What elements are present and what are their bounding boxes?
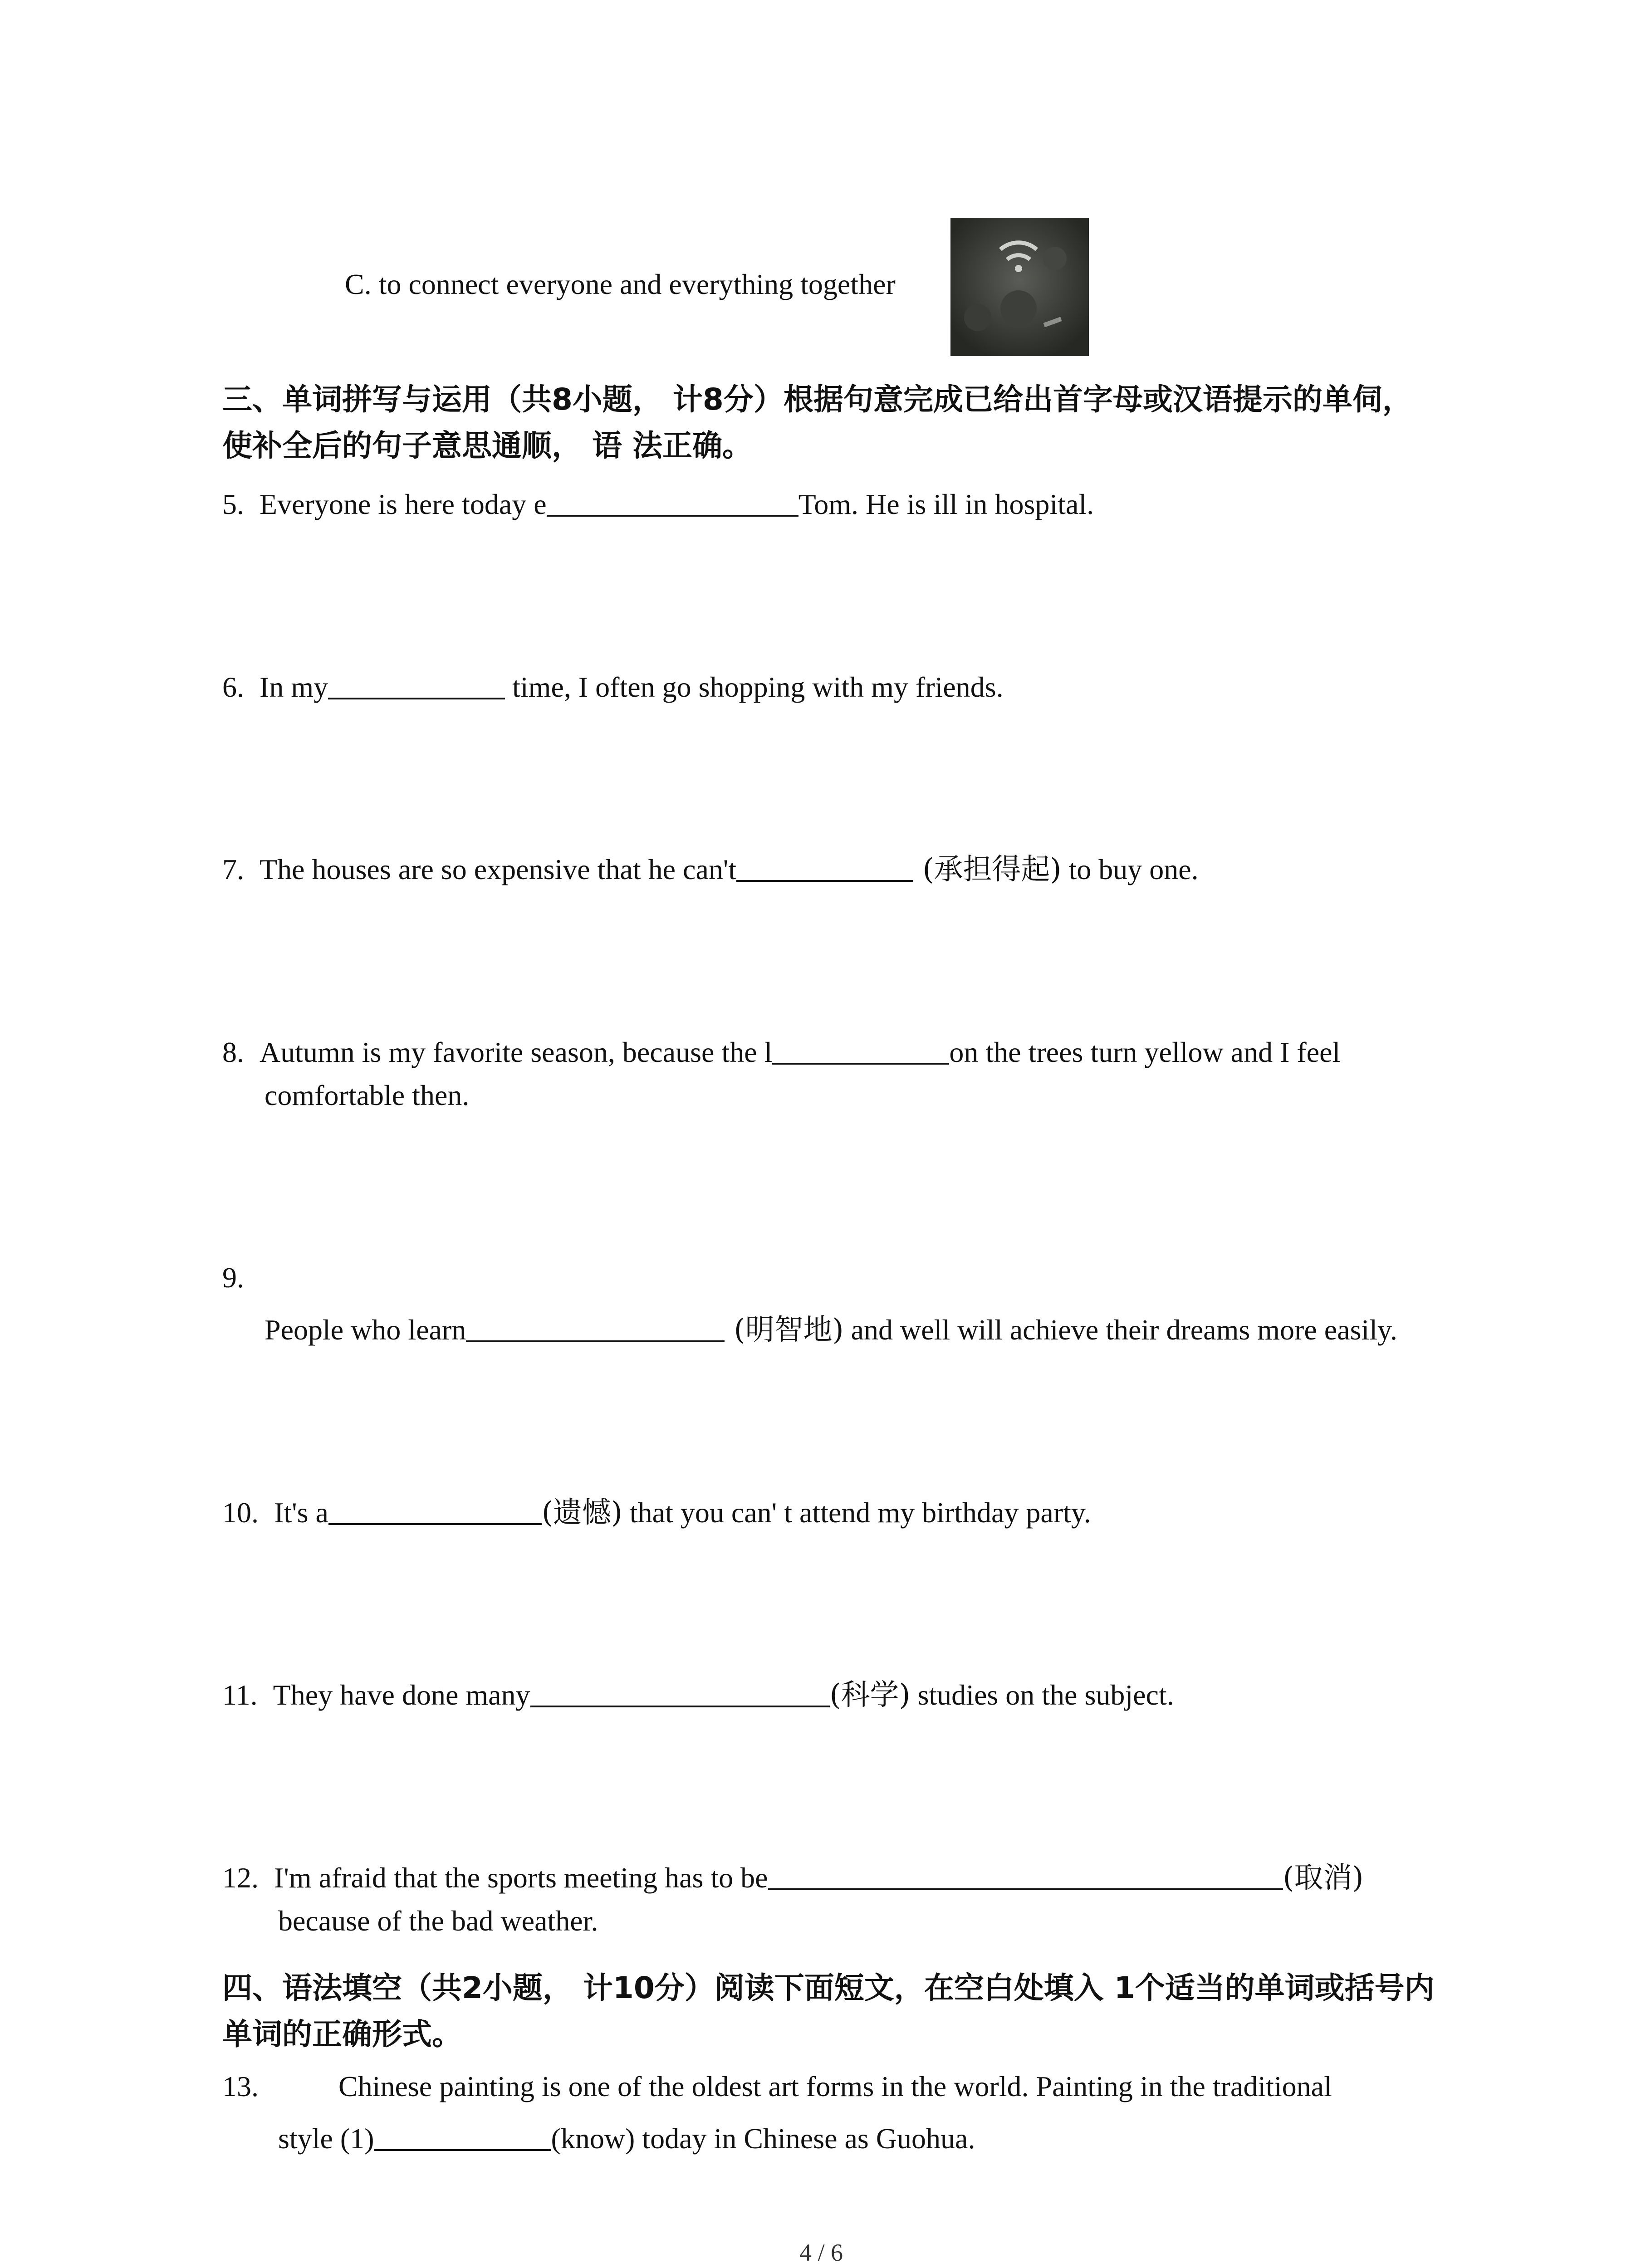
section-3-heading-line-2: 使补全后的句子意思通顺， 语 法正确。	[222, 428, 752, 463]
question-number: 13.	[222, 2070, 259, 2102]
section-3-heading-line-1: 三、单词拼写与运用（共8小题， 计8分）根据句意完成已给出首字母或汉语提示的单伺，	[222, 382, 1412, 417]
option-c-text: C. to connect everyone and everything together	[345, 268, 896, 300]
question-text: In my	[260, 671, 328, 703]
question-9	[265, 1313, 1397, 1347]
question-text: style (1)	[278, 2122, 374, 2155]
answer-blank[interactable]	[374, 2122, 551, 2151]
question-8	[222, 1036, 1340, 1067]
question-number: 12.	[222, 1862, 259, 1894]
answer-blank[interactable]	[547, 488, 798, 517]
question-number: 7.	[222, 853, 244, 885]
chinese-hint: (取消)	[1283, 1861, 1364, 1895]
question-10	[222, 1496, 1091, 1530]
question-text: Autumn is my favorite season, because the l	[260, 1036, 773, 1068]
question-number: 5.	[222, 488, 244, 520]
question-7	[222, 853, 1199, 884]
question-9-number: 9.	[222, 1261, 244, 1294]
question-12	[222, 1861, 1364, 1895]
answer-blank[interactable]	[328, 1496, 542, 1525]
question-5	[222, 488, 1094, 519]
question-text: Tom. He is ill in hospital.	[798, 488, 1094, 520]
question-11	[222, 1678, 1174, 1710]
page-number: 4 / 6	[799, 2239, 843, 2266]
section-4-heading-line-2: 单词的正确形式。	[222, 2017, 462, 2052]
question-8-line-2: comfortable then.	[265, 1079, 470, 1111]
question-13	[222, 2072, 1332, 2101]
question-text: It's a	[274, 1496, 328, 1529]
question-text: studies on the subject.	[910, 1679, 1174, 1711]
chinese-hint: (明智地)	[725, 1313, 844, 1347]
answer-blank[interactable]	[768, 1861, 1283, 1890]
question-text: Chinese painting is one of the oldest art forms in the world. Painting in the traditional	[338, 2070, 1332, 2102]
section-4-heading-line-1: 四、语法填空（共2小题， 计10分）阅读下面短文，在空白处填入 1个适当的单词或括号内	[222, 1970, 1435, 2005]
question-text: time, I often go shopping with my friends.	[505, 671, 1004, 703]
question-text: that you can' t attend my birthday party.	[622, 1496, 1091, 1529]
question-text: to buy one.	[1061, 853, 1199, 885]
answer-blank[interactable]	[772, 1036, 949, 1065]
question-number: 8.	[222, 1036, 244, 1068]
question-number: 6.	[222, 671, 244, 703]
question-number: 10.	[222, 1496, 259, 1529]
answer-blank[interactable]	[530, 1678, 830, 1707]
question-12-line-2: because of the bad weather.	[278, 1905, 598, 1937]
question-number: 11.	[222, 1679, 258, 1711]
chinese-hint: (承担得起)	[913, 853, 1062, 886]
question-text: (know) today in Chinese as Guohua.	[551, 2122, 975, 2155]
answer-blank[interactable]	[736, 853, 913, 882]
wifi-signal-photo-icon	[950, 218, 1089, 356]
question-text: They have done many	[273, 1679, 530, 1711]
question-text: Everyone is here today e	[260, 488, 547, 520]
question-6	[222, 670, 1004, 702]
question-text: People who learn	[265, 1314, 466, 1346]
question-text: I'm afraid that the sports meeting has to be	[274, 1862, 768, 1894]
chinese-hint: (遗憾)	[541, 1496, 622, 1530]
question-text: on the trees turn yellow and I feel	[949, 1036, 1341, 1068]
question-13-line-2	[278, 2122, 975, 2153]
question-text: The houses are so expensive that he can't	[260, 853, 737, 885]
question-text: and well will achieve their dreams more easily.	[843, 1314, 1397, 1346]
answer-blank[interactable]	[328, 670, 505, 699]
answer-blank[interactable]	[466, 1313, 725, 1342]
chinese-hint: (科学)	[829, 1678, 911, 1712]
